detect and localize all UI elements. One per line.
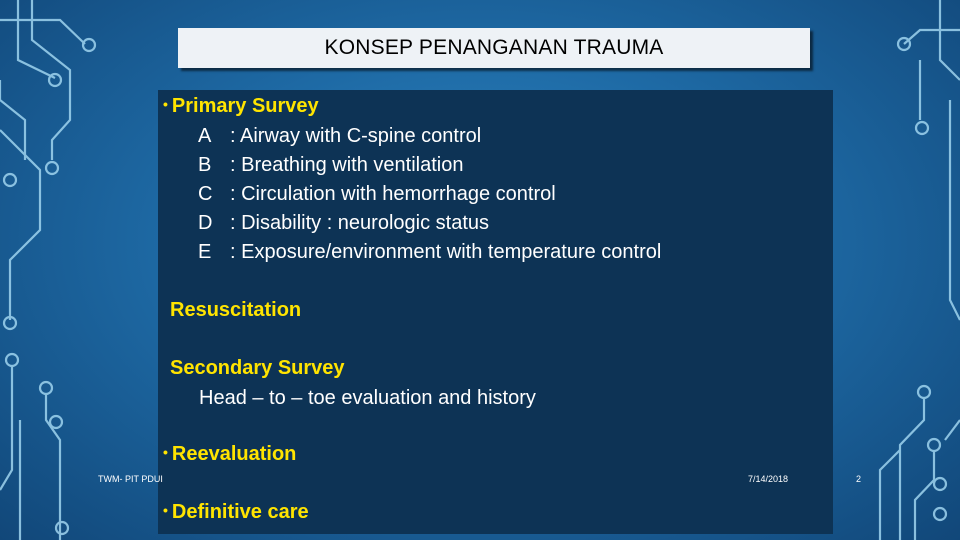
definitive-care-item (163, 501, 309, 524)
resuscitation-heading: Resuscitation (170, 299, 302, 321)
item-letter: D (198, 212, 213, 234)
item-letter: C (198, 183, 213, 205)
item-text: : Disability : neurologic status (230, 212, 490, 234)
item-text: : Circulation with hemorrhage control (230, 183, 556, 205)
item-letter: A (198, 125, 212, 147)
bullet-icon: • (163, 502, 168, 518)
secondary-survey-heading: Secondary Survey (170, 357, 345, 379)
primary-survey-label: Primary Survey (171, 95, 319, 117)
slide-title: KONSEP PENANGANAN TRAUMA (324, 36, 664, 59)
footer-page-number: 2 (856, 474, 862, 484)
footer-left-text: TWM- PIT PDUI (98, 474, 163, 484)
item-text: : Airway with C-spine control (230, 125, 482, 147)
item-letter: E (198, 241, 212, 263)
item-text: : Breathing with ventilation (230, 154, 464, 176)
reevaluation-label: Reevaluation (171, 443, 297, 465)
abcde-item (198, 212, 489, 235)
slide-title-box (178, 28, 810, 68)
abcde-item (198, 154, 463, 177)
bullet-icon: • (163, 96, 168, 112)
footer-date: 7/14/2018 (748, 474, 789, 484)
primary-survey-heading (163, 95, 319, 118)
item-letter: B (198, 154, 212, 176)
secondary-survey-detail: Head – to – toe evaluation and history (199, 387, 536, 409)
definitive-care-label: Definitive care (171, 501, 309, 523)
reevaluation-item (163, 443, 296, 466)
abcde-item (198, 183, 556, 206)
bullet-icon: • (163, 444, 168, 460)
abcde-item (198, 241, 661, 264)
abcde-item (198, 125, 481, 148)
item-text: : Exposure/environment with temperature control (230, 241, 662, 263)
